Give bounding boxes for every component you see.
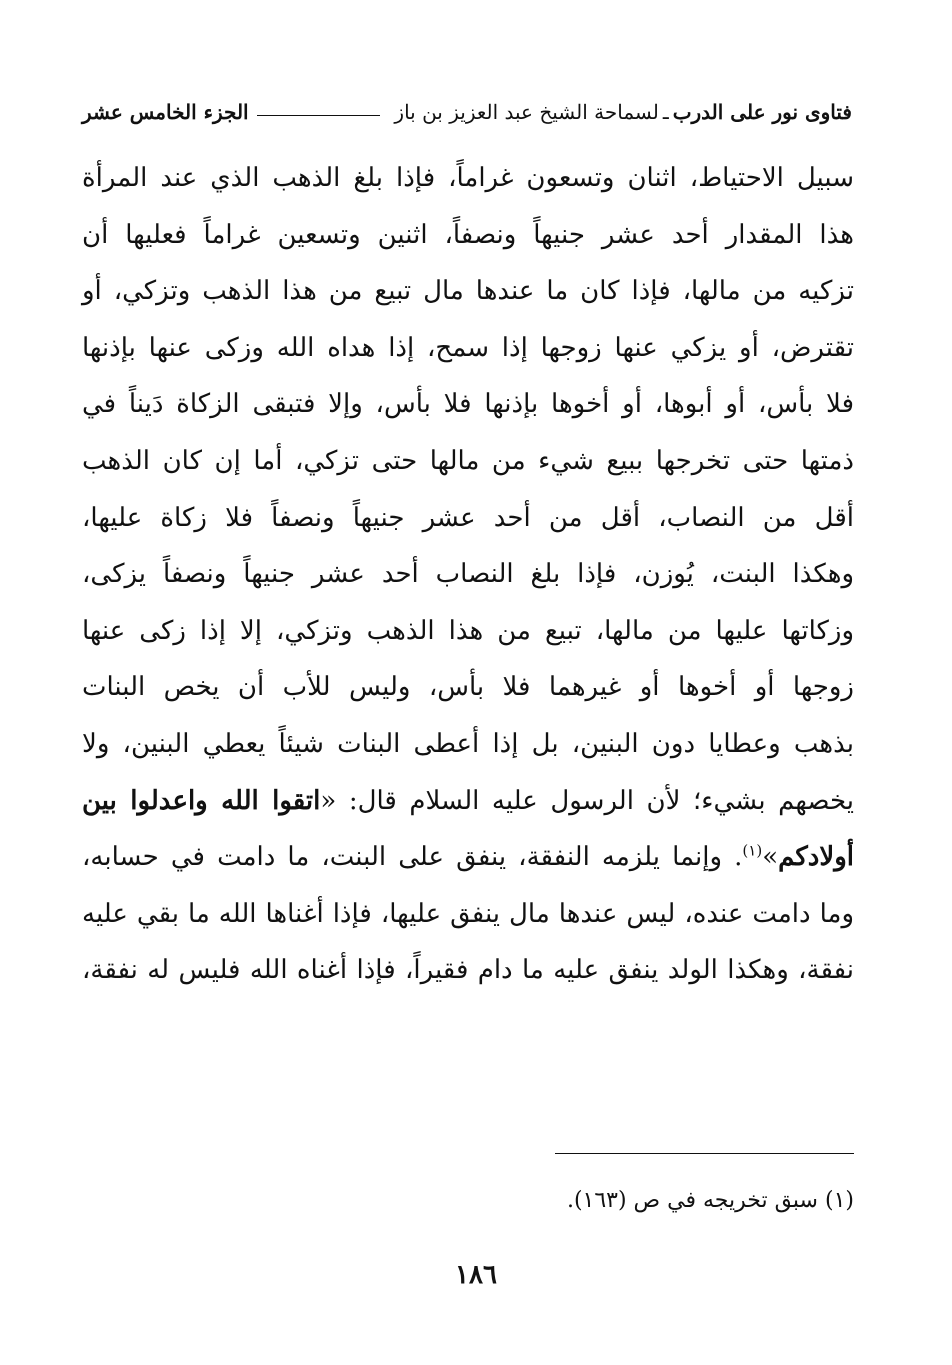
footnote-divider [555,1153,854,1154]
book-title: فتاوى نور على الدرب [672,100,852,124]
page-number: ١٨٦ [455,1260,497,1290]
body-line: نفقة، وهكذا الولد ينفق عليه ما دام فقيراً، فإذا أغناه الله فليس له نفقة، [82,955,854,986]
body-text [82,150,854,999]
body-line: وزكاتها عليها من مالها، تبيع من هذا الذهب وتزكي، إلا إذا زكى عنها [82,615,854,646]
footnote-reference[interactable]: (١) [742,841,763,860]
body-line: تقترض، أو يزكي عنها زوجها إذا سمح، إذا هداه الله وزكى عنها بإذنها [82,332,854,363]
body-line: زوجها أو أخوها أو غيرهما فلا بأس، وليس للأب أن يخص البنات [82,672,854,703]
hadith-quote-part1: اتقوا الله واعدلوا بين [82,785,321,816]
body-line: تزكيه من مالها، فإذا كان ما عندها مال تبيع من هذا الذهب وتزكي، أو [82,276,854,307]
body-line: بذهب وعطايا دون البنين، بل إذا أعطى البنات شيئاً يعطي البنين، ولا [82,728,854,759]
body-line: سبيل الاحتياط، اثنان وتسعون غراماً، فإذا بلغ الذهب الذي عند المرأة [82,163,855,193]
header-separator: ـ [662,100,669,124]
author-name: لسماحة الشيخ عبد العزيز بن باز [394,100,659,124]
body-line: ذمتها حتى تخرجها ببيع شيء من مالها حتى تزكي، أما إن كان الذهب [82,445,854,476]
running-header [82,92,852,132]
hadith-quote-part2: أولادكم [778,842,854,873]
quote-close-mark: » [762,842,779,873]
footnote: (١) سبق تخريجه في ص (١٦٣). [566,1188,854,1213]
body-line: فلا بأس، أو أبوها، أو أخوها بإذنها فلا بأس، وإلا فتبقى الزكاة دَيناً في [82,389,854,420]
body-line: هذا المقدار أحد عشر جنيهاً ونصفاً، اثنين وتسعين غراماً فعليها أن [82,219,854,250]
quote-intro: يخصهم بشيء؛ لأن الرسول عليه السلام قال: « [320,785,854,816]
header-rule [257,115,381,116]
body-line-quote-start [82,773,854,830]
body-line: أقل من النصاب، أقل من أحد عشر جنيهاً ونصفاً فلا زكاة عليها، [82,502,854,533]
body-line: وما دامت عنده، ليس عندها مال ينفق عليها، فإذا أغناها الله ما بقي عليه [82,898,854,929]
body-line: وهكذا البنت، يُوزن، فإذا بلغ النصاب أحد عشر جنيهاً ونصفاً يزكى، [82,559,854,590]
body-line-quote-end [82,829,854,886]
body-line-rest: . وإنما يلزمه النفقة، ينفق على البنت، ما دامت في حسابه، [82,842,743,873]
volume-label: الجزء الخامس عشر [82,100,249,124]
